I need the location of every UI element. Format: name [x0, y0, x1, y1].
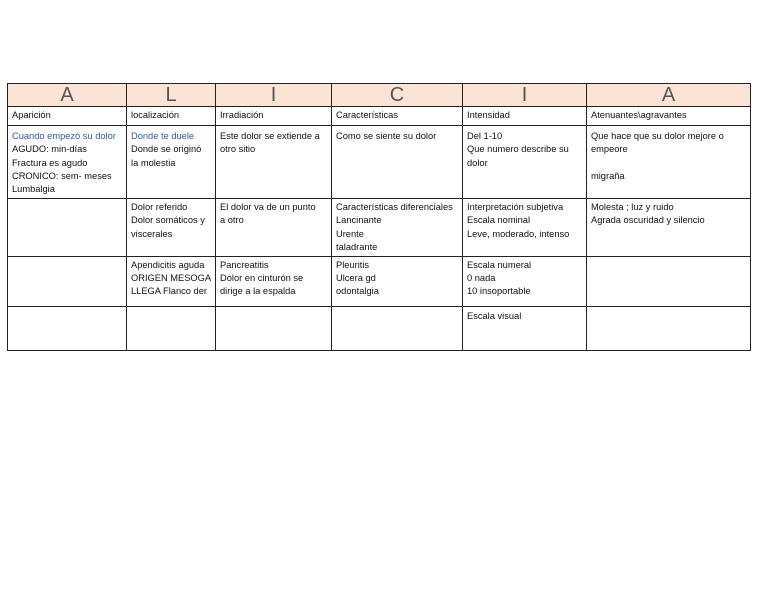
cell-aparicion [8, 307, 127, 351]
cell-atenuantes [587, 257, 751, 307]
cell-caracteristicas [332, 307, 463, 351]
cell-line: Lumbalgia [12, 184, 55, 195]
cell-line: Este dolor se extiende a [220, 131, 320, 142]
table-row [8, 307, 751, 351]
cell-localizacion [127, 126, 216, 199]
header-letter-l: L [127, 84, 216, 107]
cell-line: Que numero describe su [467, 144, 569, 155]
cell-line: Donde te duele [131, 131, 195, 142]
cell-aparicion [8, 126, 127, 199]
cell-intensidad [463, 126, 587, 199]
cell-line: otro sitio [220, 144, 256, 155]
cell-line: Agrada oscuridad y silencio [591, 215, 705, 226]
table-row [8, 199, 751, 257]
cell-line: odontalgia [336, 286, 379, 297]
cell-line: Lancinante [336, 215, 382, 226]
label-aparicion: Aparición [8, 107, 127, 126]
cell-line: la molestia [131, 157, 176, 168]
cell-line: ORIGEN MESOGA [131, 273, 212, 284]
cell-line: El dolor va de un punto [220, 202, 316, 213]
cell-aparicion [8, 199, 127, 257]
cell-line: Donde se originó [131, 144, 202, 155]
cell-irradiacion [216, 257, 332, 307]
cell-line: Pancreatitis [220, 260, 269, 271]
cell-intensidad [463, 199, 587, 257]
cell-line: migraña [591, 170, 625, 181]
header-row [8, 84, 751, 107]
cell-localizacion [127, 307, 216, 351]
cell-line: 0 nada [467, 273, 496, 284]
cell-line: a otro [220, 215, 244, 226]
cell-line: Dolor en cinturón se [220, 273, 304, 284]
label-row [8, 107, 751, 126]
header-letter-i2: I [463, 84, 587, 107]
cell-line: Dolor somáticos y [131, 215, 205, 226]
cell-line: Escala nominal [467, 215, 531, 226]
label-irradiacion: Irradiación [216, 107, 332, 126]
cell-line: Fractura es agudo [12, 157, 88, 168]
cell-intensidad [463, 257, 587, 307]
header-letter-i1: I [216, 84, 332, 107]
cell-line: taladrante [336, 241, 378, 252]
alicia-pain-table [7, 83, 751, 351]
cell-irradiacion [216, 307, 332, 351]
cell-line: Apendicitis aguda [131, 260, 205, 271]
cell-line: Cuando empezó su dolor [12, 131, 116, 142]
cell-localizacion [127, 199, 216, 257]
label-caracteristicas: Características [332, 107, 463, 126]
cell-irradiacion [216, 126, 332, 199]
cell-line: Ulcera gd [336, 273, 376, 284]
label-localizacion: localización [127, 107, 216, 126]
cell-caracteristicas [332, 257, 463, 307]
cell-line: Leve, moderado, intenso [467, 228, 570, 239]
table-row [8, 257, 751, 307]
cell-line: Del 1-10 [467, 131, 503, 142]
cell-localizacion [127, 257, 216, 307]
cell-atenuantes [587, 126, 751, 199]
cell-line: 10 insoportable [467, 286, 531, 297]
cell-line: Escala visual [467, 311, 522, 322]
cell-atenuantes [587, 307, 751, 351]
cell-line: viscerales [131, 228, 173, 239]
cell-line: empeore [591, 144, 628, 155]
cell-line: Como se siente su dolor [336, 131, 437, 142]
blank-line [591, 157, 746, 170]
cell-line: Molesta ; luz y ruido [591, 202, 674, 213]
header-letter-a1: A [8, 84, 127, 107]
cell-irradiacion [216, 199, 332, 257]
cell-caracteristicas [332, 126, 463, 199]
cell-line: Urente [336, 228, 364, 239]
cell-line: dirige a la espalda [220, 286, 296, 297]
header-letter-a2: A [587, 84, 751, 107]
cell-line: Escala numeral [467, 260, 532, 271]
cell-aparicion [8, 257, 127, 307]
cell-line: CRONICO: sem- meses [12, 170, 112, 181]
cell-atenuantes [587, 199, 751, 257]
cell-line: dolor [467, 157, 488, 168]
cell-line: Interpretación subjetiva [467, 202, 564, 213]
label-atenuantes: Atenuantes\agravantes [587, 107, 751, 126]
cell-intensidad [463, 307, 587, 351]
label-intensidad: Intensidad [463, 107, 587, 126]
header-letter-c: C [332, 84, 463, 107]
table-row [8, 126, 751, 199]
cell-caracteristicas [332, 199, 463, 257]
cell-line: Que hace que su dolor mejore o [591, 131, 724, 142]
cell-line: Dolor referido [131, 202, 188, 213]
cell-line: Características diferenciales [336, 202, 453, 213]
cell-line: AGUDO: min-días [12, 144, 87, 155]
cell-line: Pleuritis [336, 260, 370, 271]
cell-line: LLEGA Flanco der [131, 286, 207, 297]
